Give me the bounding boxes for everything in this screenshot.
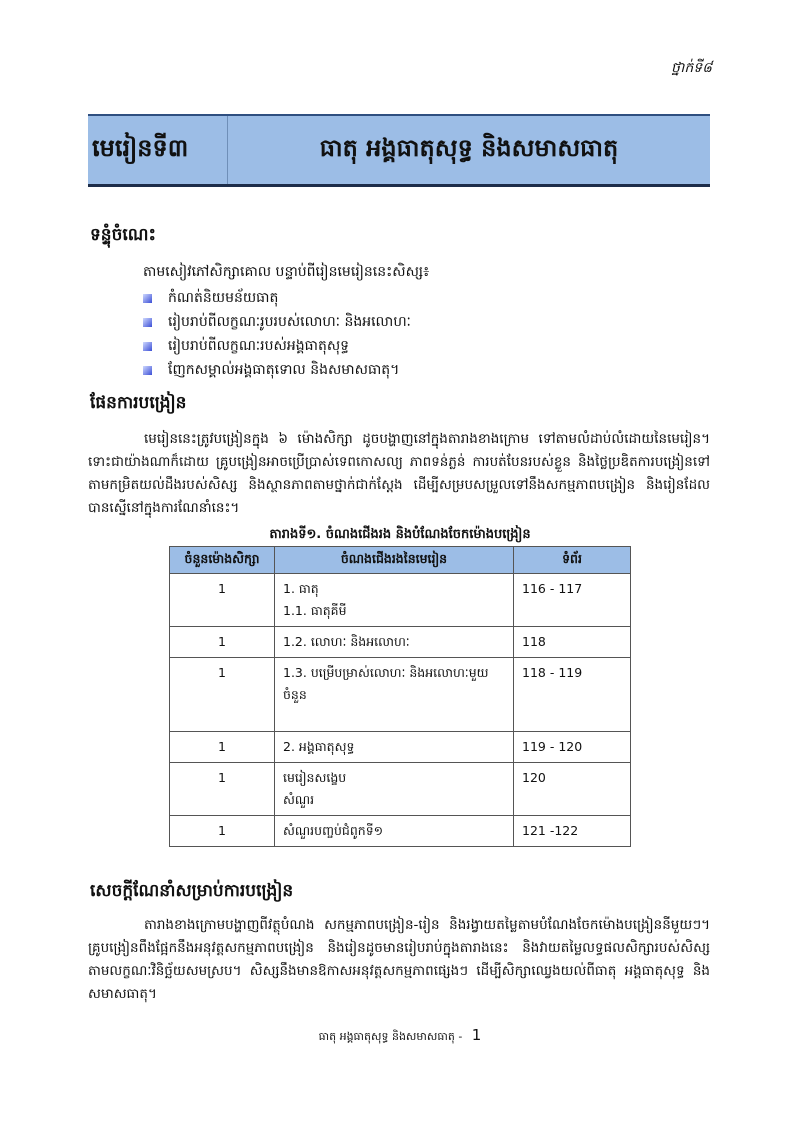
header-pages: ទំព័រ [514,547,631,574]
square-bullet-icon [143,366,152,375]
subtitle-cell [275,763,514,816]
grade-label: ថ្នាក់ទី៨ [670,60,712,76]
square-bullet-icon [143,342,152,351]
lesson-banner [88,114,710,187]
table-row [170,732,631,763]
pages-cell: 121 -122 [514,816,631,847]
hours-cell: 1 [170,763,275,816]
objective-text: រៀបរាប់ពីលក្ខណៈរបស់អង្គធាតុសុទ្ធ [168,337,350,354]
subtitle-line: សំណួរ [283,792,315,807]
guide-heading: សេចក្តីណែនាំសម្រាប់ការបង្រៀន [90,881,294,901]
table-row [170,574,631,627]
pages-cell: 116 - 117 [514,574,631,627]
table-caption: តារាងទី១. ចំណងជើងរង និងបំណែងចែកម៉ោងបង្រៀន [269,527,531,542]
objective-text: កំណត់និយមន័យធាតុ [168,289,279,306]
footer-text: ធាតុ អង្គធាតុសុទ្ធ និងសមាសធាតុ [318,1030,455,1043]
subtitle-line: 1.1. ធាតុគីមី [283,603,347,618]
table-row [170,658,631,732]
plan-heading: ផែនការបង្រៀន [90,393,187,413]
table-header-row [170,547,631,574]
objectives-heading: ទន្ទុំចំណេះ [90,225,156,245]
lesson-number: មេរៀនទី៣ [88,116,228,184]
pages-cell: 119 - 120 [514,732,631,763]
subtitle-line: មេរៀនសង្ខេប [283,770,347,785]
table-row [170,627,631,658]
subtitle-line: 1.3. បម្រើបម្រាស់លោហៈ និងអលោហៈមួយ [283,665,489,680]
footer-dash: - [458,1030,463,1043]
subtitle-cell [275,574,514,627]
header-hours: ចំនួនម៉ោងសិក្សា [170,547,275,574]
objectives-list [143,286,411,382]
subtitle-line: 1. ធាតុ [283,581,319,596]
square-bullet-icon [143,318,152,327]
subtitle-line: ចំនួន [283,687,307,702]
header-subtitle: ចំណងជើងរងនៃមេរៀន [275,547,514,574]
subtitle-line: 1.2. លោហៈ និងអលោហៈ [283,634,410,649]
hours-cell: 1 [170,816,275,847]
table-row [170,816,631,847]
guide-paragraph [88,914,710,1006]
list-item [143,310,411,334]
subtitle-line: 2. អង្គធាតុសុទ្ធ [283,739,355,754]
list-item [143,334,411,358]
page-footer [0,1026,800,1046]
subtitle-cell [275,658,514,732]
hours-cell: 1 [170,658,275,732]
subtitle-cell [275,732,514,763]
schedule-table [169,546,631,847]
list-item [143,358,411,382]
pages-cell: 118 [514,627,631,658]
guide-text: តារាងខាងក្រោមបង្ហាញពីវត្ថុបំណង សកម្មភាពបង្រៀន-រៀន និងរង្វាយតម្លៃតាមបំណែងចែកម៉ោងបង្រៀននីមួយៗ។ គ្រូបង្រៀនពឹងផ្អែកនឹងអនុវត្តសកម្មភាពបង្រៀន និងរៀនដូចមានរៀបរាប់ក្នុងតារាងនេះ និងវាយតម្លៃលទ្ធផលសិក្សារបស់សិស្សតាមលក្ខណៈវិនិច្ឆ័យសមស្រប។ សិស្សនឹងមានឱកាសអនុវត្តសកម្មភាពផ្សេងៗ ដើម្បីសិក្សាឈ្វេងយល់ពីធាតុ អង្គធាតុសុទ្ធ និងសមាសធាតុ។ [88,917,710,1002]
lesson-title: ធាតុ អង្គធាតុសុទ្ធ និងសមាសធាតុ [319,133,619,162]
plan-text: មេរៀននេះត្រូវបង្រៀនក្នុង ៦ ម៉ោងសិក្សា ដូចបង្ហាញនៅក្នុងតារាងខាងក្រោម ទៅតាមលំដាប់លំដោយនៃមេរៀន។ ទោះជាយ៉ាងណាក៏ដោយ គ្រូបង្រៀនអាចប្រើប្រាស់ទេពកោសល្យ ភាពទន់ភ្លន់ ការបត់បែនរបស់ខ្លួន និងថ្លៃប្រឌិតការបង្រៀនទៅតាមកម្រិតយល់ដឹងរបស់សិស្ស និងស្ថានភាពតាមថ្នាក់ជាក់ស្តែង ដើម្បីសម្របសម្រួលទៅនឹងសកម្មភាពបង្រៀន និងរៀនដែលបានស្នើនៅក្នុងការណែនាំនេះ។ [88,431,710,516]
pages-cell: 120 [514,763,631,816]
hours-cell: 1 [170,732,275,763]
square-bullet-icon [143,294,152,303]
subtitle-cell [275,816,514,847]
page-number: 1 [471,1026,482,1044]
subtitle-line: សំណួរបញ្ចប់ជំពូកទី១ [283,823,384,838]
table-row [170,763,631,816]
hours-cell: 1 [170,627,275,658]
hours-cell: 1 [170,574,275,627]
plan-paragraph [88,428,710,520]
subtitle-cell [275,627,514,658]
objectives-intro: តាមសៀវភៅសិក្សាគោល បន្ទាប់ពីរៀនមេរៀននេះសិស្ស៖ [143,264,430,280]
objective-text: រៀបរាប់ពីលក្ខណៈរូបរបស់លោហៈ និងអលោហៈ [168,313,411,330]
pages-cell: 118 - 119 [514,658,631,732]
objective-text: ញែកសម្គាល់អង្គធាតុទោល និងសមាសធាតុ។ [168,361,400,378]
list-item [143,286,411,310]
